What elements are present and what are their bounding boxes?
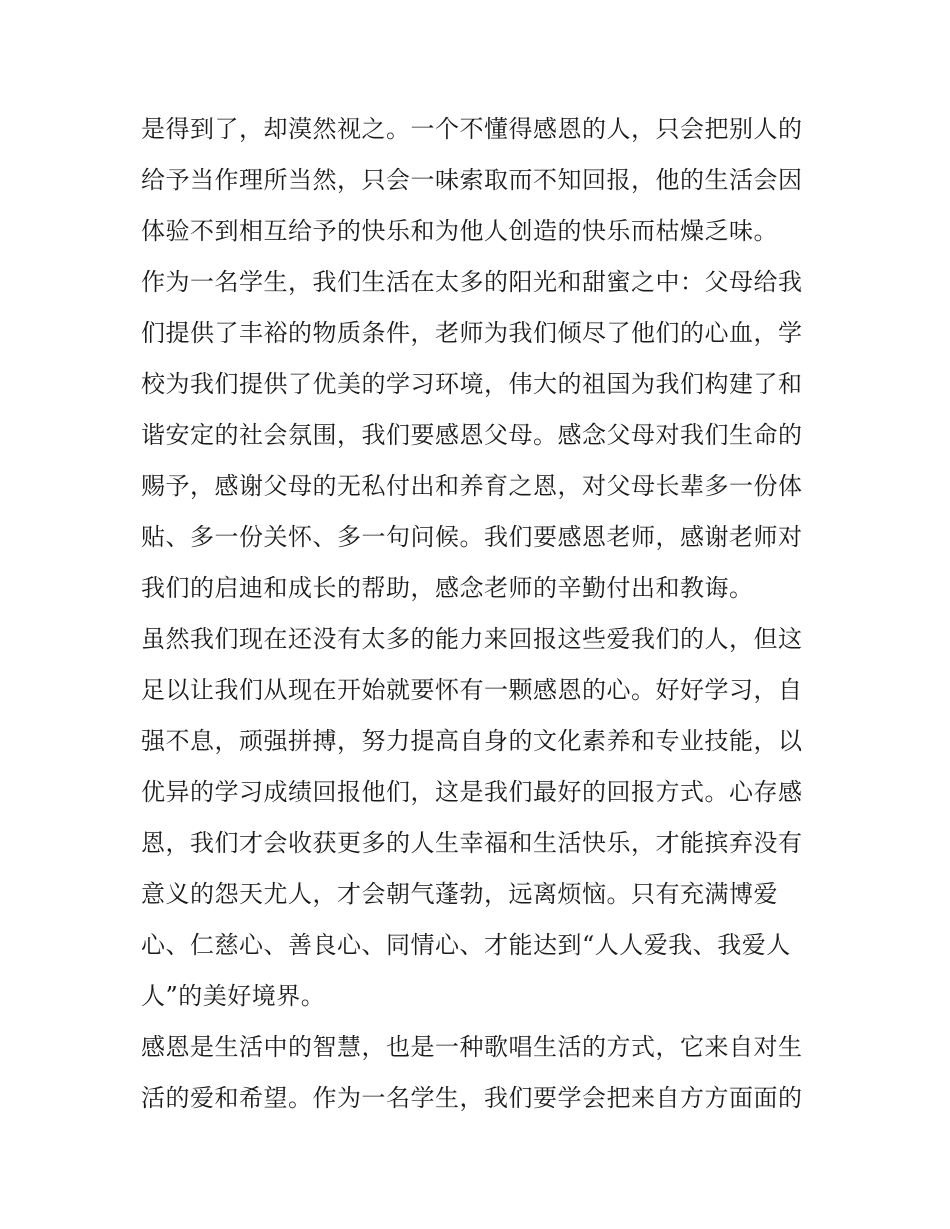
text-line: 虽然我们现在还没有太多的能力来回报这些爱我们的人，但这 xyxy=(141,625,803,653)
text-line: 心、仁慈心、善良心、同情心、才能达到“人人爱我、我爱人 xyxy=(141,931,791,959)
text-line: 们提供了丰裕的物质条件，老师为我们倾尽了他们的心血，学 xyxy=(141,319,803,347)
text-line: 校为我们提供了优美的学习环境，伟大的祖国为我们构建了和 xyxy=(141,370,803,398)
text-line: 人”的美好境界。 xyxy=(141,982,326,1010)
text-line: 优异的学习成绩回报他们，这是我们最好的回报方式。心存感 xyxy=(141,778,803,806)
paragraph-4 xyxy=(141,1022,811,1124)
text-line: 谐安定的社会氛围，我们要感恩父母。感念父母对我们生命的 xyxy=(141,421,803,449)
paragraph-1 xyxy=(141,104,811,257)
text-line: 足以让我们从现在开始就要怀有一颗感恩的心。好好学习，自 xyxy=(141,676,803,704)
text-line: 贴、多一份关怀、多一句问候。我们要感恩老师，感谢老师对 xyxy=(141,523,803,551)
text-line: 我们的启迪和成长的帮助，感念老师的辛勤付出和教诲。 xyxy=(141,574,754,602)
text-line: 是得到了，却漠然视之。一个不懂得感恩的人，只会把别人的 xyxy=(141,115,803,143)
text-line: 活的爱和希望。作为一名学生，我们要学会把来自方方面面的 xyxy=(141,1084,803,1112)
paragraph-3 xyxy=(141,614,811,1022)
text-line: 感恩是生活中的智慧，也是一种歌唱生活的方式，它来自对生 xyxy=(141,1033,803,1061)
text-line: 作为一名学生，我们生活在太多的阳光和甜蜜之中：父母给我 xyxy=(141,268,803,296)
text-line: 给予当作理所当然，只会一味索取而不知回报，他的生活会因 xyxy=(141,166,803,194)
text-line: 强不息，顽强拼搏，努力提高自身的文化素养和专业技能，以 xyxy=(141,727,803,755)
text-line: 赐予，感谢父母的无私付出和养育之恩，对父母长辈多一份体 xyxy=(141,472,803,500)
text-line: 意义的怨天尤人，才会朝气蓬勃，远离烦恼。只有充满博爱 xyxy=(141,880,778,908)
document-body xyxy=(141,104,811,1124)
text-line: 恩，我们才会收获更多的人生幸福和生活快乐，才能摈弃没有 xyxy=(141,829,803,857)
paragraph-2 xyxy=(141,257,811,614)
text-line: 体验不到相互给予的快乐和为他人创造的快乐而枯燥乏味。 xyxy=(141,217,778,245)
